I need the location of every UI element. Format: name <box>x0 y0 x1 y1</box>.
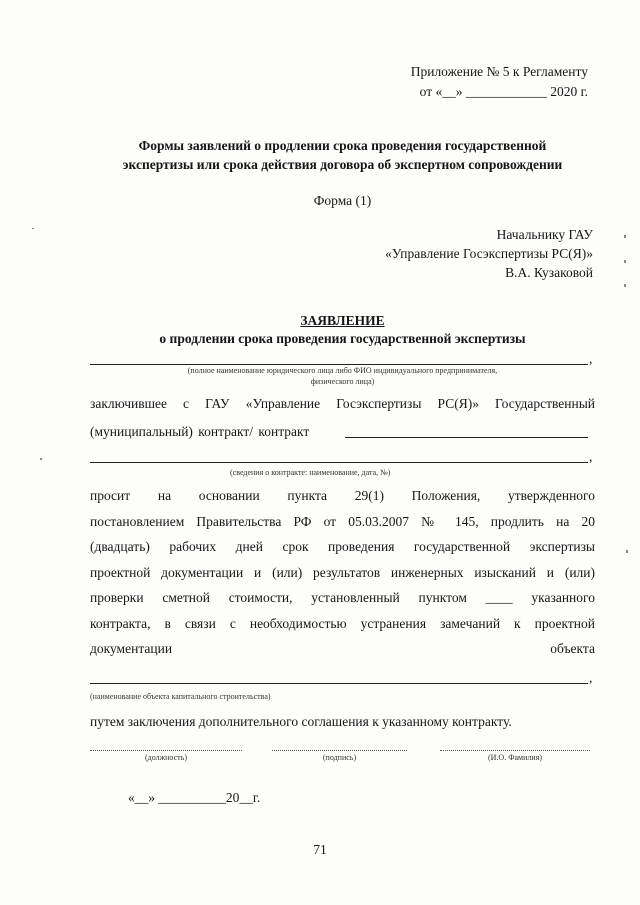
scan-speck <box>626 550 628 553</box>
addressee-line-2: «Управление Госэкспертизы РС(Я)» <box>385 246 593 261</box>
position-line <box>90 750 242 751</box>
applicant-hint-line-1: (полное наименование юридического лица либо ФИО индивидуального предпринимателя, <box>187 366 498 375</box>
contract-line-1: заключившее с ГАУ «Управление Госэкспертизы РС(Я)» Государственный <box>90 396 595 411</box>
statement-subtitle: о продлении срока проведения государственной экспертизы <box>159 331 526 346</box>
paragraph-line-5: проверки сметной стоимости, установленный пунктом ____ указанного <box>90 590 595 605</box>
object-comma: , <box>589 670 593 685</box>
paragraph-line-1: просит на основании пункта 29(1) Положения, утвержденного <box>90 488 595 503</box>
addressee-line-3: В.А. Кузаковой <box>505 265 593 280</box>
forms-title-line-2: экспертизы или срока действия договора об экспертном сопровождении <box>122 157 563 172</box>
addressee-line-1: Начальнику ГАУ <box>496 227 593 242</box>
paragraph-line-3: (двадцать) рабочих дней срок проведения государственной экспертизы <box>90 539 595 554</box>
contract-details-line <box>90 462 588 463</box>
paragraph-line-4: проектной документации и (или) результатов инженерных изысканий и (или) <box>90 565 595 580</box>
page-number: 71 <box>313 842 327 857</box>
full-name-hint: (И.О. Фамилия) <box>487 753 543 762</box>
paragraph-line-7-right: объекта <box>550 641 595 656</box>
forms-title-line-1: Формы заявлений о продлении срока проведения государственной <box>138 138 547 153</box>
signature-hint: (подпись) <box>322 753 357 762</box>
full-name-line <box>440 750 590 751</box>
object-hint: (наименование объекта капитального строительства) <box>90 692 271 701</box>
position-hint: (должность) <box>145 753 187 762</box>
paragraph-line-6: контракта, в связи с необходимостью устранения замечаний к проектной <box>90 616 595 631</box>
contract-name-line <box>345 437 588 438</box>
paragraph-line-2: постановлением Правительства РФ от 05.03.2007 № 145, продлить на 20 <box>90 514 595 529</box>
scan-speck <box>624 284 626 287</box>
appendix-line-2: от «__» ____________ 2020 г. <box>419 84 588 99</box>
signature-line <box>272 750 407 751</box>
closing-line: путем заключения дополнительного соглашения к указанному контракту. <box>90 714 512 729</box>
scan-speck <box>624 235 626 238</box>
object-name-line <box>90 683 588 684</box>
scan-speck <box>624 260 626 263</box>
applicant-hint-line-2: физического лица) <box>310 377 375 386</box>
contract-comma: , <box>589 449 593 464</box>
appendix-line-1: Приложение № 5 к Регламенту <box>410 64 588 79</box>
contract-line-2: (муниципальный) контракт/ контракт <box>90 424 310 439</box>
paragraph-line-7-left: документации <box>90 641 173 656</box>
date-line: «__» __________20__г. <box>128 790 261 805</box>
statement-title: ЗАЯВЛЕНИЕ <box>300 313 385 328</box>
scan-speck <box>32 228 34 229</box>
applicant-comma: , <box>589 351 593 366</box>
contract-hint: (сведения о контракте: наименование, дата, №) <box>230 468 391 477</box>
form-number: Форма (1) <box>313 193 372 208</box>
scan-speck <box>40 458 42 460</box>
applicant-name-line <box>90 364 588 365</box>
